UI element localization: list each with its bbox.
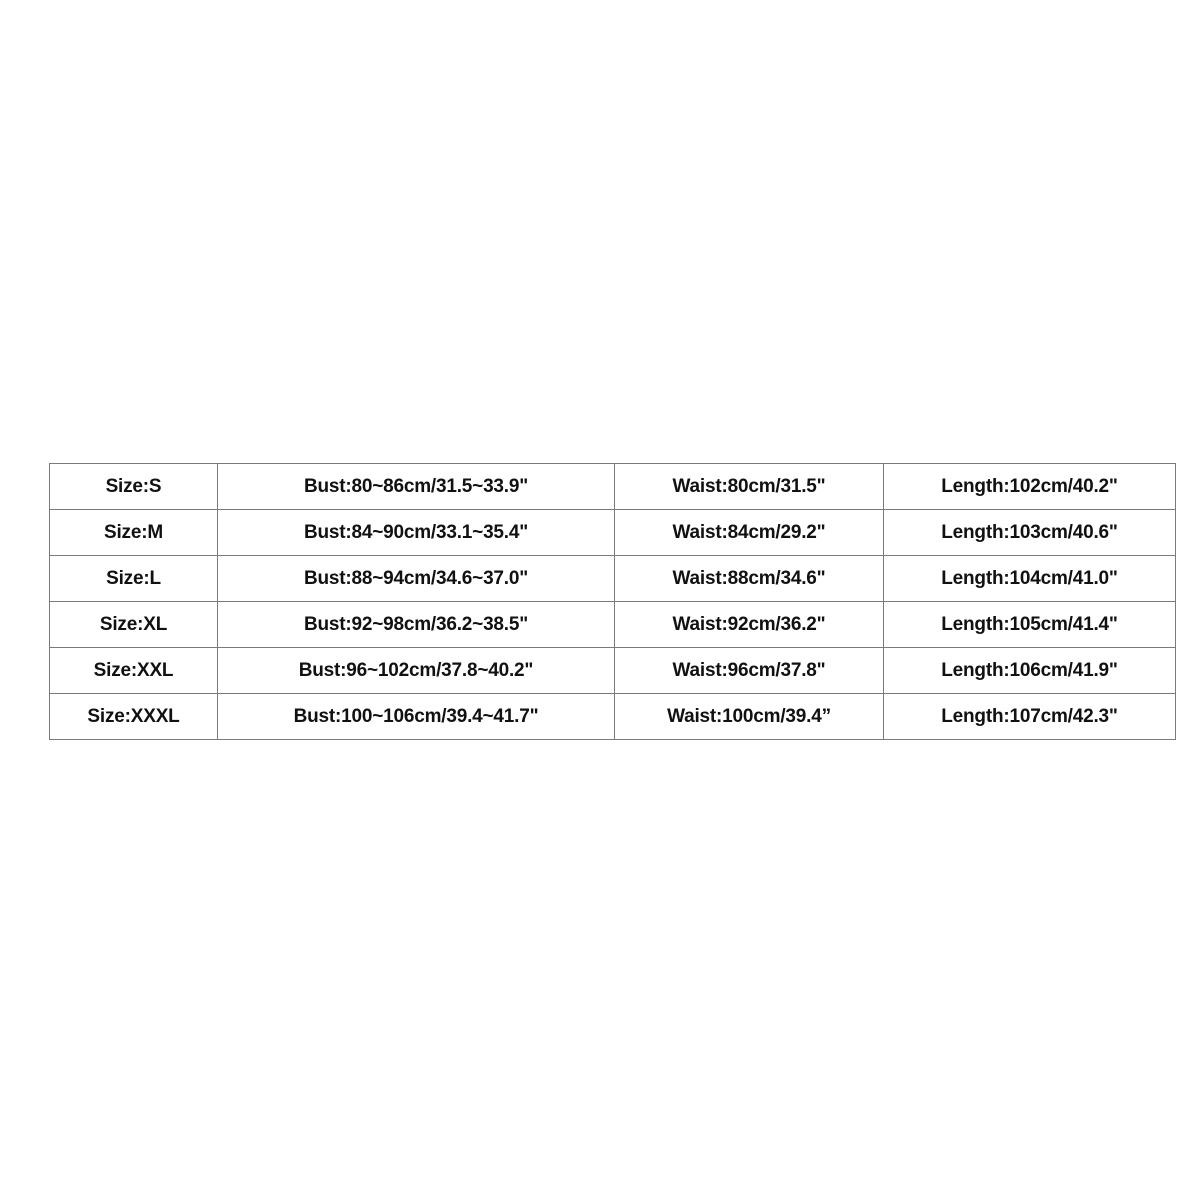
bust-cell: Bust:100~106cm/39.4~41.7" xyxy=(218,694,615,740)
waist-cell: Waist:88cm/34.6" xyxy=(615,556,884,602)
size-cell: Size:XXL xyxy=(50,648,218,694)
table-row xyxy=(50,464,1176,510)
length-cell: Length:107cm/42.3" xyxy=(884,694,1176,740)
bust-cell: Bust:84~90cm/33.1~35.4" xyxy=(218,510,615,556)
size-chart-table xyxy=(49,463,1176,740)
table-row xyxy=(50,510,1176,556)
size-cell: Size:XXXL xyxy=(50,694,218,740)
table-row xyxy=(50,648,1176,694)
bust-cell: Bust:80~86cm/31.5~33.9" xyxy=(218,464,615,510)
length-cell: Length:102cm/40.2" xyxy=(884,464,1176,510)
bust-cell: Bust:88~94cm/34.6~37.0" xyxy=(218,556,615,602)
length-cell: Length:103cm/40.6" xyxy=(884,510,1176,556)
length-cell: Length:104cm/41.0" xyxy=(884,556,1176,602)
length-cell: Length:106cm/41.9" xyxy=(884,648,1176,694)
table-row xyxy=(50,556,1176,602)
length-cell: Length:105cm/41.4" xyxy=(884,602,1176,648)
size-cell: Size:XL xyxy=(50,602,218,648)
bust-cell: Bust:96~102cm/37.8~40.2" xyxy=(218,648,615,694)
size-cell: Size:M xyxy=(50,510,218,556)
waist-cell: Waist:92cm/36.2" xyxy=(615,602,884,648)
waist-cell: Waist:80cm/31.5" xyxy=(615,464,884,510)
waist-cell: Waist:84cm/29.2" xyxy=(615,510,884,556)
table-row xyxy=(50,694,1176,740)
waist-cell: Waist:100cm/39.4” xyxy=(615,694,884,740)
size-cell: Size:L xyxy=(50,556,218,602)
size-cell: Size:S xyxy=(50,464,218,510)
waist-cell: Waist:96cm/37.8" xyxy=(615,648,884,694)
bust-cell: Bust:92~98cm/36.2~38.5" xyxy=(218,602,615,648)
table-row xyxy=(50,602,1176,648)
